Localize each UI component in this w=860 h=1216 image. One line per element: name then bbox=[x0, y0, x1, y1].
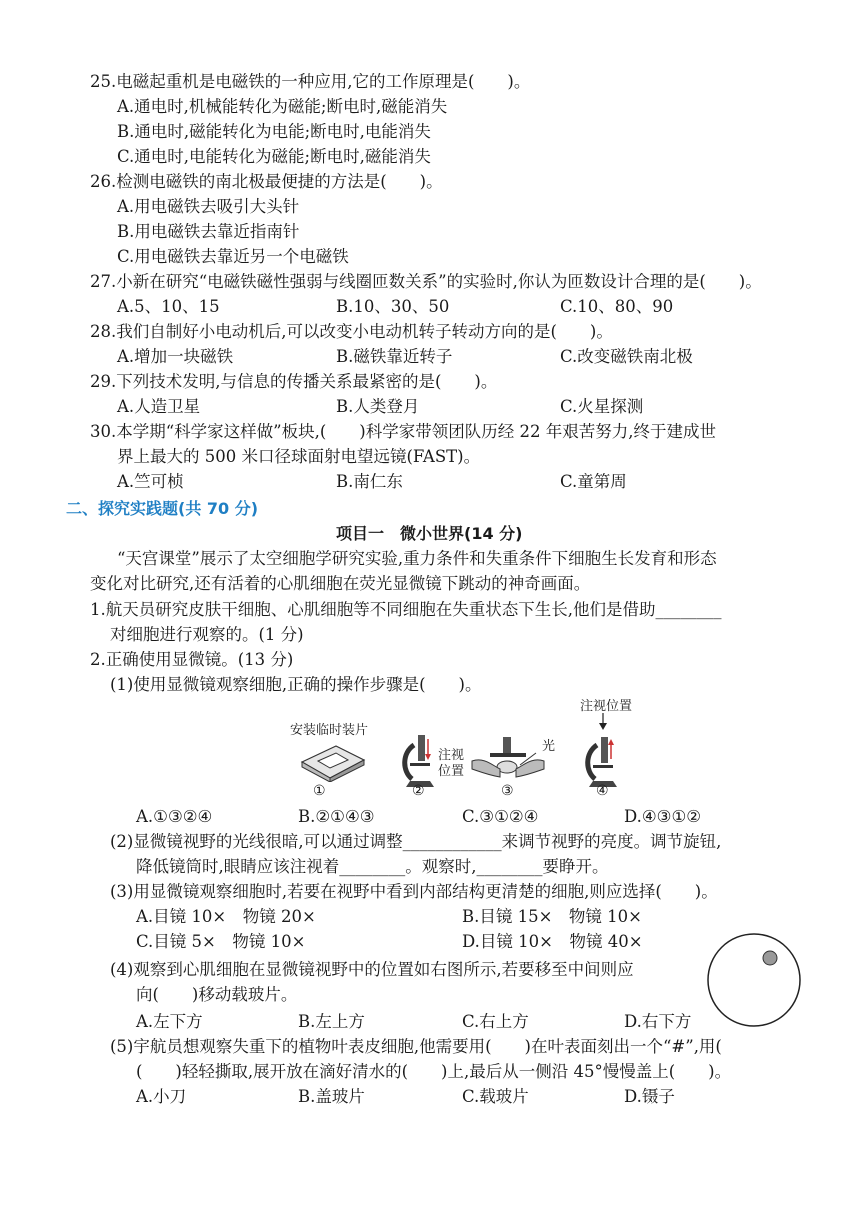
q28-stem: 28.我们自制好小电动机后,可以改变小电动机转子转动方向的是( )。 bbox=[90, 322, 613, 341]
q30-stem-line2: 界上最大的 500 米口径球面射电望远镜(FAST)。 bbox=[117, 447, 481, 466]
sub4-option-d: D.右下方 bbox=[624, 1012, 692, 1031]
microscope-field-of-view bbox=[704, 930, 804, 1030]
slide-install-drawing bbox=[298, 740, 368, 782]
sub5-option-c: C.载玻片 bbox=[462, 1087, 529, 1106]
sub5-option-a: A.小刀 bbox=[136, 1087, 187, 1106]
step-number-3: ③ bbox=[501, 783, 514, 799]
sub5-option-d: D.镊子 bbox=[624, 1087, 675, 1106]
q28-option-b: B.磁铁靠近转子 bbox=[336, 347, 453, 366]
q30-stem-line1: 30.本学期“科学家这样做”板块,( )科学家带领团队历经 22 年艰苦努力,终于建成世 bbox=[90, 422, 716, 441]
sub1-option-d: D.④③①② bbox=[624, 807, 702, 826]
q27-option-b: B.10、30、50 bbox=[336, 297, 450, 316]
heart-cell-dot bbox=[763, 951, 777, 965]
watch-label-b: 位置 bbox=[438, 764, 465, 779]
q28-option-a: A.增加一块磁铁 bbox=[117, 347, 234, 366]
q30-option-b: B.南仁东 bbox=[336, 472, 403, 491]
sub4-option-c: C.右上方 bbox=[462, 1012, 529, 1031]
microscope-drawing-2 bbox=[400, 729, 440, 791]
q25-option-c: C.通电时,电能转化为磁能;断电时,磁能消失 bbox=[117, 147, 431, 166]
sub1-stem: (1)使用显微镜观察细胞,正确的操作步骤是( )。 bbox=[110, 675, 482, 694]
sub3-option-d: D.目镜 10× 物镜 40× bbox=[462, 932, 643, 951]
sub3-option-b: B.目镜 15× 物镜 10× bbox=[462, 907, 643, 926]
sub4-option-a: A.左下方 bbox=[136, 1012, 203, 1031]
sub4-line2: 向( )移动载玻片。 bbox=[136, 985, 298, 1004]
sub1-option-b: B.②①④③ bbox=[298, 807, 375, 826]
q30-option-c: C.童第周 bbox=[560, 472, 627, 491]
q29-option-c: C.火星探测 bbox=[560, 397, 644, 416]
install-slide-label: 安装临时装片 bbox=[290, 723, 369, 738]
sub3-option-a: A.目镜 10× 物镜 20× bbox=[136, 907, 316, 926]
q25-option-b: B.通电时,磁能转化为电能;断电时,电能消失 bbox=[117, 122, 431, 141]
watch-label-a: 注视 bbox=[438, 748, 465, 763]
sub5-option-b: B.盖玻片 bbox=[298, 1087, 365, 1106]
part1-line2: 对细胞进行观察的。(1 分) bbox=[110, 625, 304, 644]
step-number-2: ② bbox=[412, 783, 425, 799]
q29-option-a: A.人造卫星 bbox=[117, 397, 201, 416]
sub4-line1: (4)观察到心肌细胞在显微镜视野中的位置如右图所示,若要移至中间则应 bbox=[110, 960, 634, 979]
microscope-steps-figure bbox=[280, 695, 660, 805]
watch-position-arrow bbox=[597, 713, 609, 731]
sub5-line2: ( )轻轻撕取,展开放在滴好清水的( )上,最后从一侧沿 45°慢慢盖上( )。 bbox=[136, 1062, 732, 1081]
light-label: 光 bbox=[542, 739, 556, 754]
q25-stem: 25.电磁起重机是电磁铁的一种应用,它的工作原理是( )。 bbox=[90, 72, 531, 91]
microscope-drawing-3 bbox=[470, 735, 546, 783]
q27-option-a: A.5、10、15 bbox=[117, 297, 220, 316]
q29-stem: 29.下列技术发明,与信息的传播关系最紧密的是( )。 bbox=[90, 372, 498, 391]
intro-line2: 变化对比研究,还有活着的心肌细胞在荧光显微镜下跳动的神奇画面。 bbox=[90, 574, 591, 593]
q26-stem: 26.检测电磁铁的南北极最便捷的方法是( )。 bbox=[90, 172, 443, 191]
q27-stem: 27.小新在研究“电磁铁磁性强弱与线圈匝数关系”的实验时,你认为匝数设计合理的是( )。 bbox=[90, 272, 762, 291]
part1-line1: 1.航天员研究皮肤干细胞、心肌细胞等不同细胞在失重状态下生长,他们是借助________ bbox=[90, 600, 722, 619]
watch-position-label-top: 注视位置 bbox=[580, 699, 633, 714]
sub3-stem: (3)用显微镜观察细胞时,若要在视野中看到内部结构更清楚的细胞,则应选择( )。 bbox=[110, 882, 718, 901]
q26-option-a: A.用电磁铁去吸引大头针 bbox=[117, 197, 300, 216]
q27-option-c: C.10、80、90 bbox=[560, 297, 674, 316]
sub4-option-b: B.左上方 bbox=[298, 1012, 365, 1031]
step-number-4: ④ bbox=[596, 783, 609, 799]
sub2-line1: (2)显微镜视野的光线很暗,可以通过调整____________来调节视野的亮度。调节旋钮, bbox=[110, 832, 722, 851]
q30-option-a: A.竺可桢 bbox=[117, 472, 184, 491]
sub5-line1: (5)宇航员想观察失重下的植物叶表皮细胞,他需要用( )在叶表面刻出一个“#”,用( bbox=[110, 1037, 722, 1056]
sub3-option-c: C.目镜 5× 物镜 10× bbox=[136, 932, 306, 951]
microscope-drawing-4 bbox=[583, 729, 623, 791]
section-heading: 二、探究实践题(共 70 分) bbox=[66, 499, 259, 518]
q25-option-a: A.通电时,机械能转化为磁能;断电时,磁能消失 bbox=[117, 97, 448, 116]
sub1-option-a: A.①③②④ bbox=[136, 807, 213, 826]
project-title: 项目一 微小世界(14 分) bbox=[336, 524, 523, 543]
sub2-line2: 降低镜筒时,眼睛应该注视着________。观察时,________要睁开。 bbox=[136, 857, 609, 876]
step-number-1: ① bbox=[313, 783, 326, 799]
q26-option-b: B.用电磁铁去靠近指南针 bbox=[117, 222, 300, 241]
q26-option-c: C.用电磁铁去靠近另一个电磁铁 bbox=[117, 247, 349, 266]
q28-option-c: C.改变磁铁南北极 bbox=[560, 347, 693, 366]
q29-option-b: B.人类登月 bbox=[336, 397, 420, 416]
part2-heading: 2.正确使用显微镜。(13 分) bbox=[90, 650, 294, 669]
intro-line1: “天宫课堂”展示了太空细胞学研究实验,重力条件和失重条件下细胞生长发育和形态 bbox=[117, 549, 717, 568]
sub1-option-c: C.③①②④ bbox=[462, 807, 539, 826]
